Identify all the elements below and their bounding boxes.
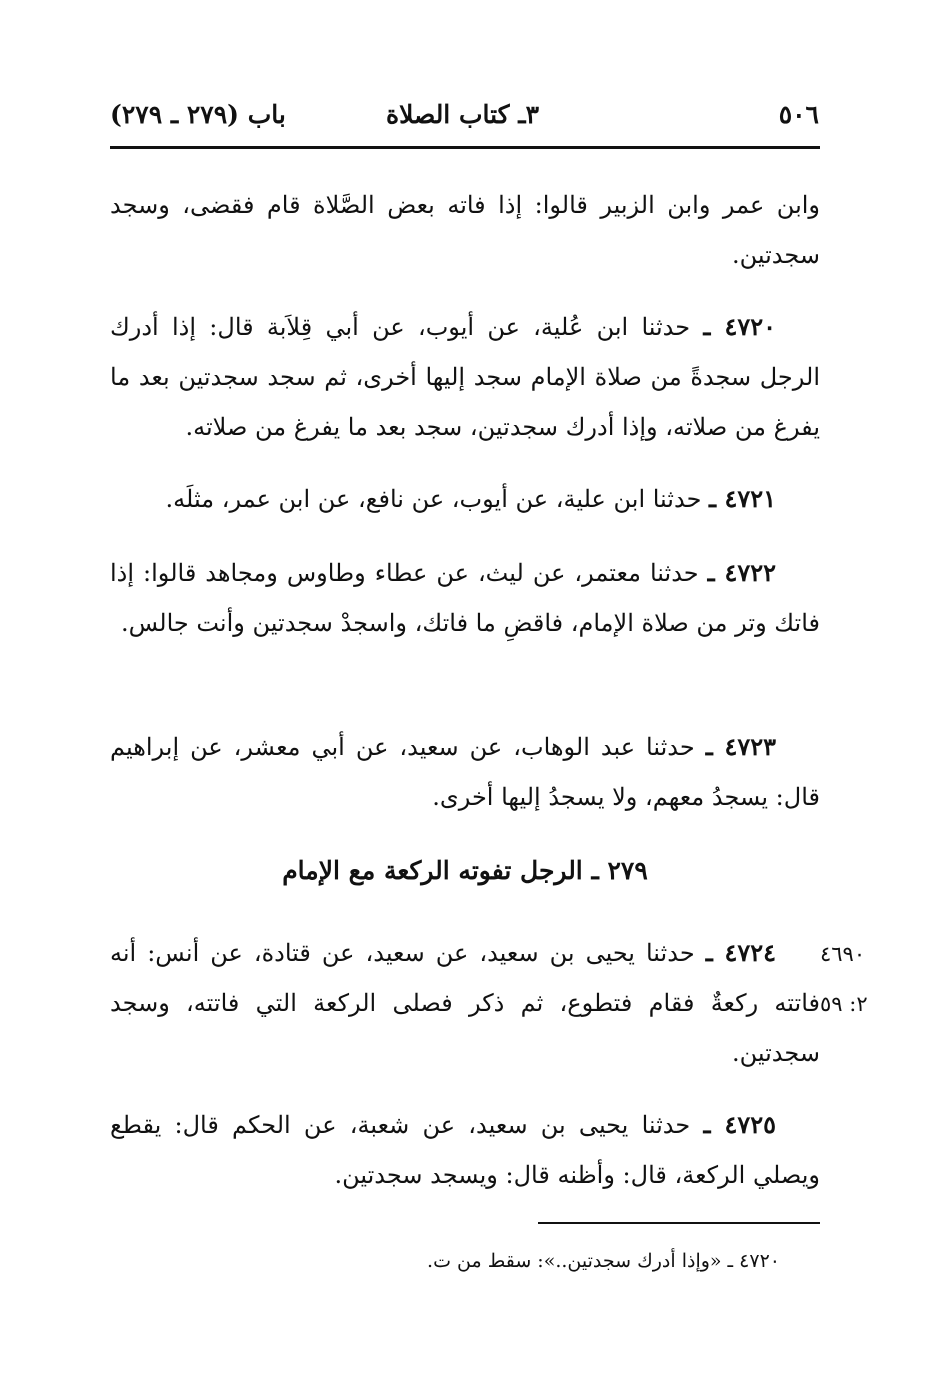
margin-note: ٢: ٥٩ xyxy=(820,992,868,1016)
section-heading: ٢٧٩ ـ الرجل تفوته الركعة مع الإمام xyxy=(282,856,648,885)
margin-note: ٤٦٩٠ xyxy=(820,942,866,966)
hadith-4720 xyxy=(110,302,820,452)
hadith-number: ٤٧٢٠ ـ xyxy=(703,312,776,341)
chapter-range: باب (٢٧٩ ـ ٢٧٩) xyxy=(110,100,286,129)
hadith-4722 xyxy=(110,548,820,648)
hadith-number: ٤٧٢٥ ـ xyxy=(703,1110,777,1139)
hadith-text: حدثنا يحيى بن سعيد، عن سعيد، عن قتادة، عن أنس: أنه فاتته ركعةٌ فقام فتطوع، ثم ذكر فصلى الركعة التي فاتته، وسجد سجدتين. xyxy=(110,939,820,1067)
hadith-number: ٤٧٢٢ ـ xyxy=(707,558,776,587)
hadith-text: حدثنا ابن علية، عن أيوب، عن نافع، عن ابن عمر، مثلَه. xyxy=(165,485,702,513)
hadith-4724 xyxy=(110,928,820,1078)
header-divider xyxy=(110,146,820,149)
hadith-text: حدثنا معتمر، عن ليث، عن عطاء وطاوس ومجاهد قالوا: إذا فاتك وتر من صلاة الإمام، فاقضِ ما فاتك، واسجدْ سجدتين وأنت جالس. xyxy=(110,559,820,637)
hadith-text: حدثنا عبد الوهاب، عن سعيد، عن أبي معشر، عن إبراهيم قال: يسجدُ معهم، ولا يسجدُ إليها أخرى. xyxy=(110,733,820,811)
paragraph-continuation xyxy=(110,180,820,280)
hadith-text: حدثنا ابن عُلية، عن أيوب، عن أبي قِلاَبة قال: إذا أدرك الرجل سجدةً من صلاة الإمام سجد إليها أخرى، ثم سجد سجدتين بعد ما يفرغ من صلاته، وإذا أدرك سجدتين، سجد بعد ما يفرغ من صلاته. xyxy=(110,313,820,441)
footnote: ٤٧٢٠ ـ «وإذا أدرك سجدتين..»: سقط من ت. xyxy=(427,1250,780,1272)
book-title: ٣ـ كتاب الصلاة xyxy=(386,100,540,129)
hadith-number: ٤٧٢١ ـ xyxy=(709,484,776,513)
hadith-4723 xyxy=(110,722,820,822)
footnote-divider xyxy=(538,1222,820,1224)
hadith-number: ٤٧٢٤ ـ xyxy=(705,938,777,967)
hadith-number: ٤٧٢٣ ـ xyxy=(705,732,776,761)
paragraph-text: وابن عمر وابن الزبير قالوا: إذا فاته بعض الصَّلاة قام فقضى، وسجد سجدتين. xyxy=(110,191,820,269)
hadith-text: حدثنا يحيى بن سعيد، عن شعبة، عن الحكم قال: يقطع ويصلي الركعة، قال: وأظنه قال: ويسجد سجدتين. xyxy=(110,1111,820,1189)
page-number: ٥٠٦ xyxy=(778,100,819,129)
hadith-4725 xyxy=(110,1100,820,1200)
hadith-4721 xyxy=(110,474,820,524)
